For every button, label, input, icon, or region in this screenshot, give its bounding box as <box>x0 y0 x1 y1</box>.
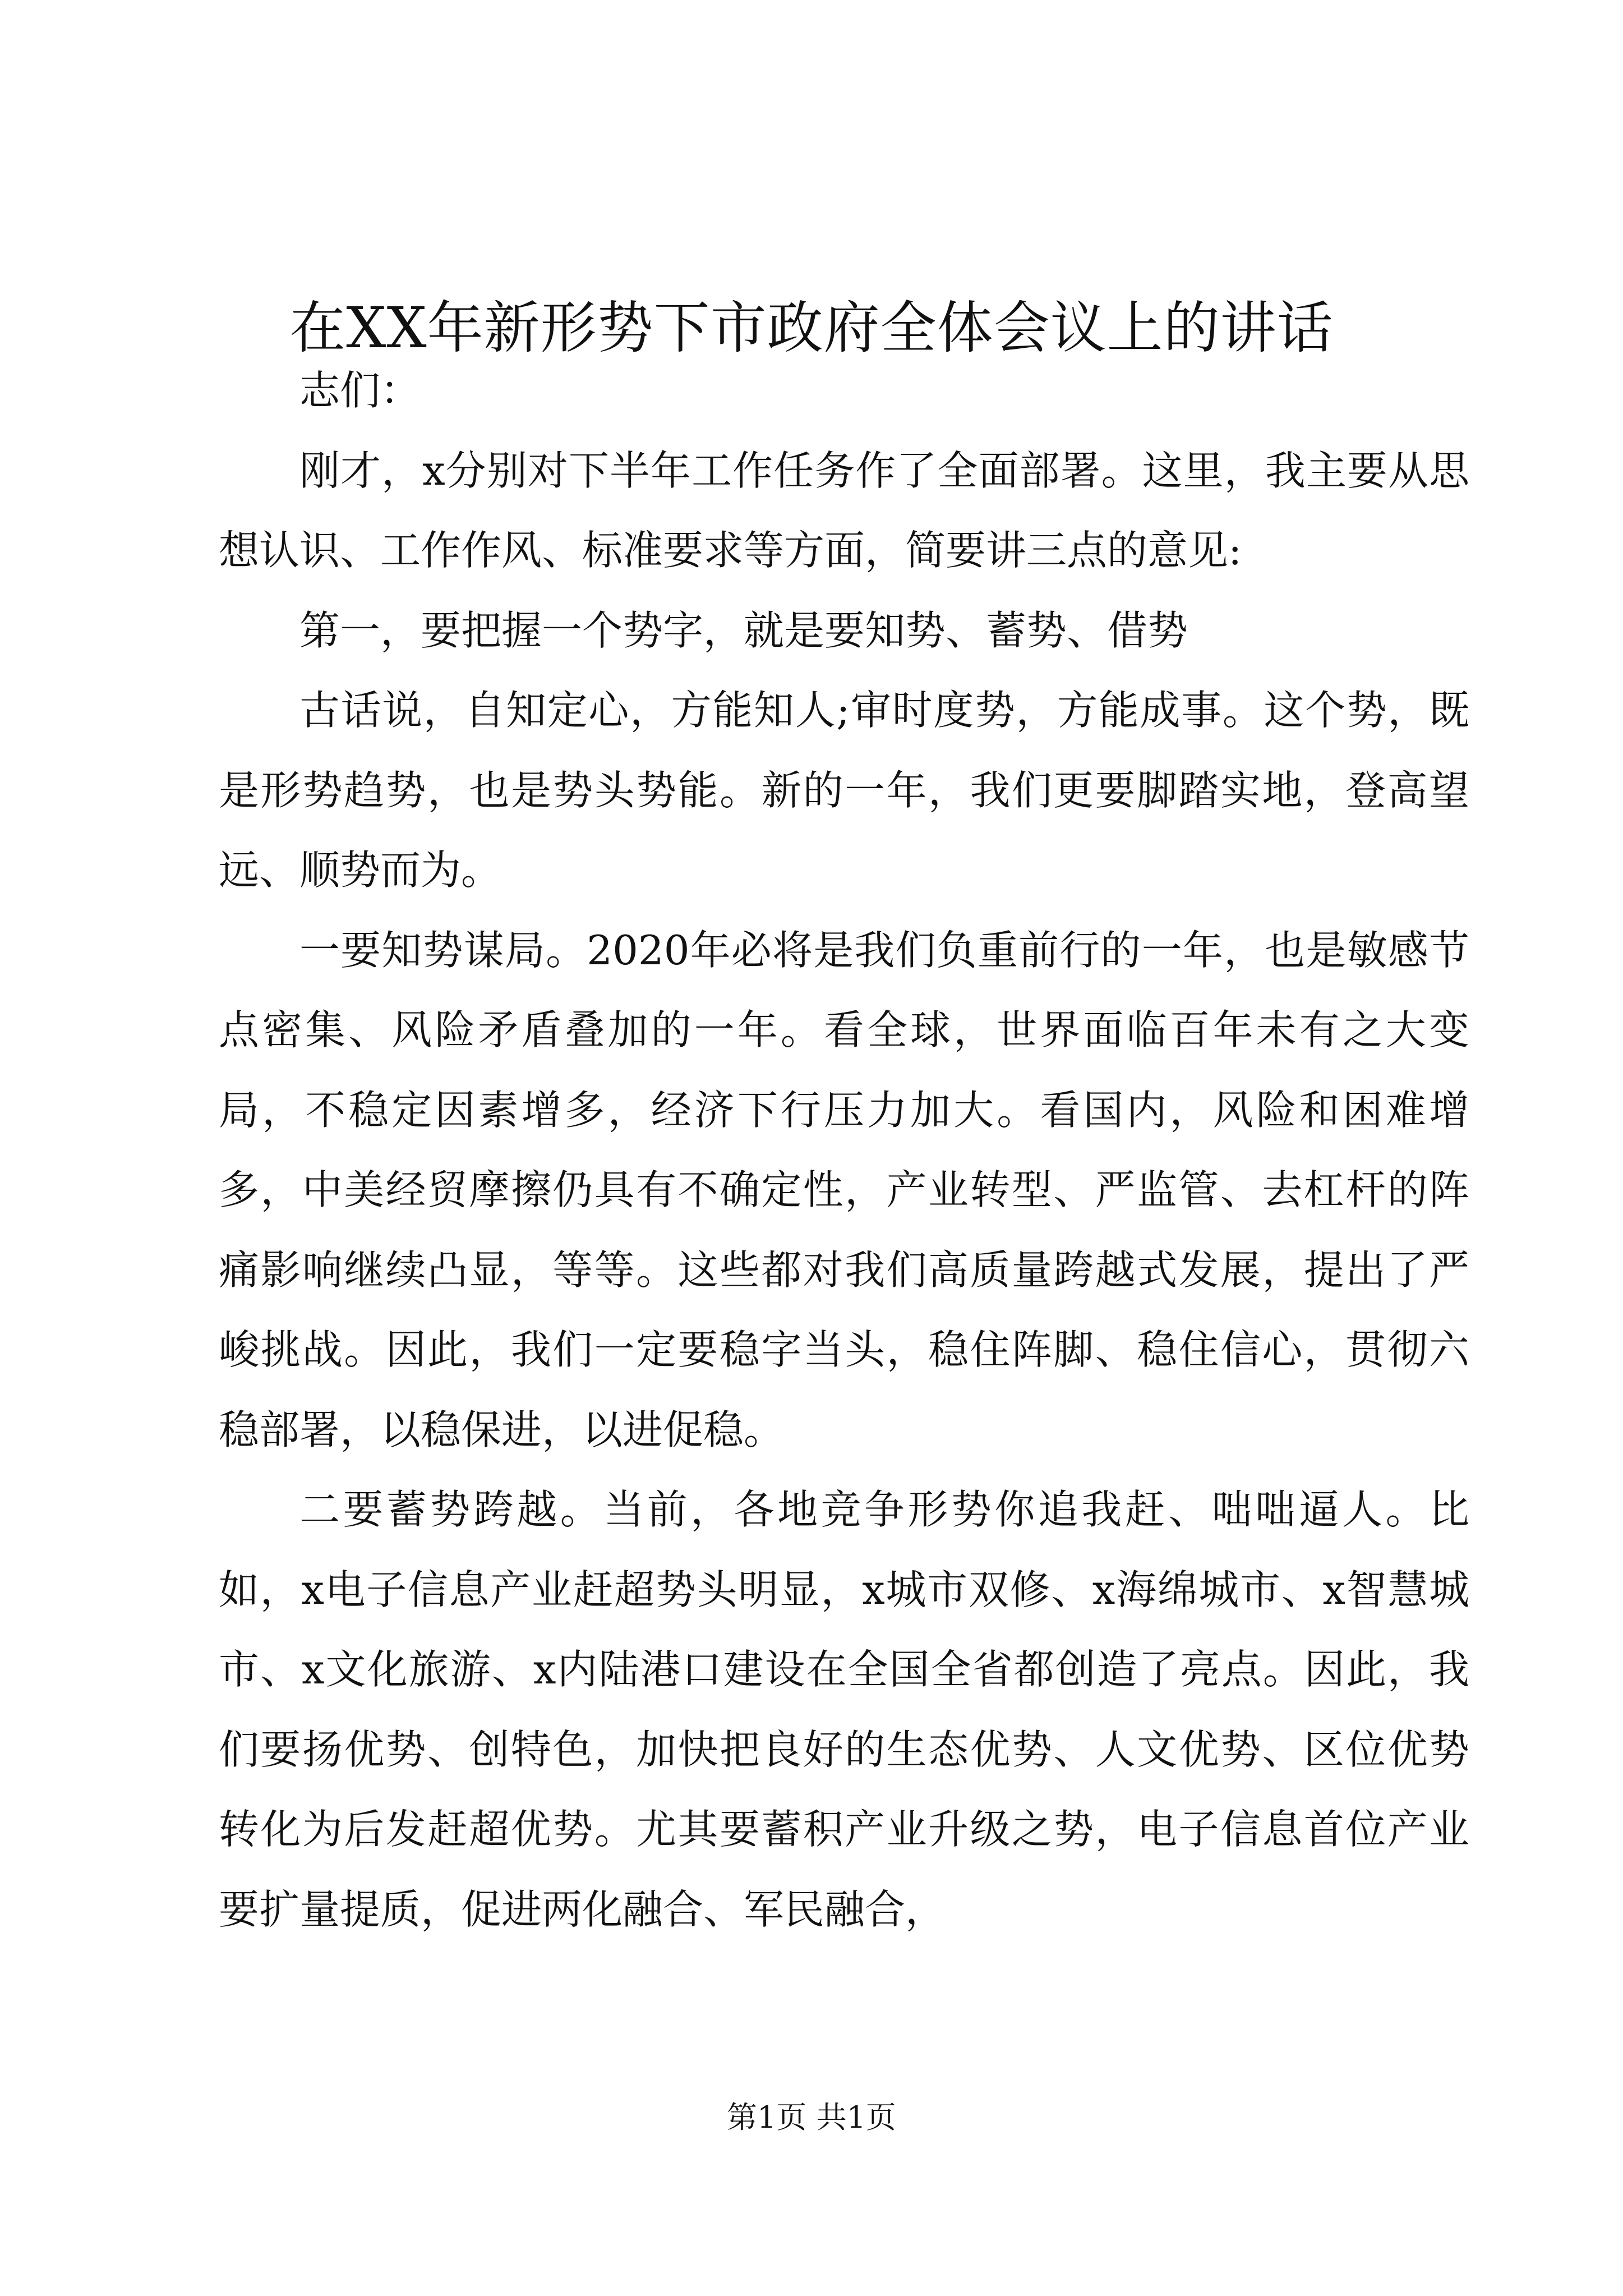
paragraph-salutation: 志们： <box>299 367 421 414</box>
document-body <box>219 351 1469 1949</box>
paragraph-point-one: 一要知势谋局。2020年必将是我们负重前行的一年，也是敏感节点密集、风险矛盾叠加的一年。看全球，世界面临百年未有之大变局，不稳定因素增多，经济下行压力加大。看国内，风险和困难增多，中美经贸摩擦仍具有不确定性，产业转型、严监管、去杠杆的阵痛影响继续凸显，等等。这些都对我们高质量跨越式发展，提出了严峻挑战。因此，我们一定要稳字当头，稳住阵脚、稳住信心，贯彻六稳部署，以稳保进，以进促稳。 <box>219 926 1469 1453</box>
paragraph-proverb: 古话说，自知定心，方能知人;审时度势，方能成事。这个势，既是形势趋势，也是势头势能。新的一年，我们更要脚踏实地，登高望远、顺势而为。 <box>219 687 1469 894</box>
paragraph-intro: 刚才，x分别对下半年工作任务作了全面部署。这里，我主要从思想认识、工作作风、标准要求等方面，简要讲三点的意见: <box>219 447 1469 574</box>
page-footer: 第1页 共1页 <box>727 2100 896 2135</box>
document-title: 在XX年新形势下市政府全体会议上的讲话 <box>289 295 1334 361</box>
paragraph-point-two: 二要蓄势跨越。当前，各地竞争形势你追我赶、咄咄逼人。比如，x电子信息产业赶超势头明显，x城市双修、x海绵城市、x智慧城市、x文化旅游、x内陆港口建设在全国全省都创造了亮点。因此，我们要扬优势、创特色，加快把良好的生态优势、人文优势、区位优势转化为后发赶超优势。尤其要蓄积产业升级之势，电子信息首位产业要扩量提质，促进两化融合、军民融合， <box>219 1486 1469 1933</box>
paragraph-section-heading: 第一，要把握一个势字，就是要知势、蓄势、借势 <box>299 606 1188 654</box>
